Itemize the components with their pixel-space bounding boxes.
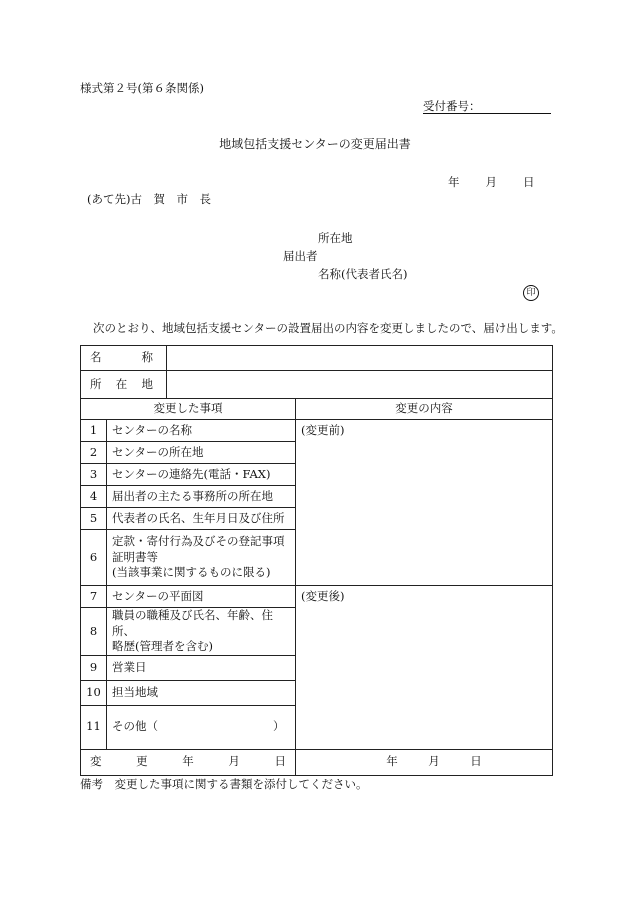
item-text: センターの所在地	[107, 442, 296, 464]
before-change-field[interactable]	[296, 420, 553, 586]
date-month: 月	[485, 175, 497, 189]
after-change-label: (変更後)	[301, 589, 345, 603]
date-day: 日	[523, 175, 535, 189]
receipt-number-label: 受付番号：	[423, 99, 481, 113]
facility-name-row	[81, 346, 553, 371]
item-number: 6	[81, 530, 107, 586]
after-change-field[interactable]	[296, 586, 553, 750]
change-date-field[interactable]: 年 月 日	[296, 749, 553, 775]
item-number: 3	[81, 464, 107, 486]
column-header-row	[81, 399, 553, 420]
intro-text: 次のとおり、地域包括支援センターの設置届出の内容を変更しましたので、届け出します。	[93, 321, 563, 335]
item-text: センターの連絡先(電話・FAX)	[107, 464, 296, 486]
item-number: 1	[81, 420, 107, 442]
item-number: 9	[81, 655, 107, 680]
col-header-items: 変更した事項	[81, 399, 296, 420]
receipt-number-line	[423, 113, 551, 114]
facility-name-field[interactable]	[167, 346, 553, 371]
item-number: 10	[81, 680, 107, 705]
item-text: その他（ ）	[107, 705, 296, 749]
filer-label: 届出者	[283, 249, 318, 263]
representative-name-label: 名称(代表者氏名)	[318, 267, 408, 281]
item-text: センターの名称	[107, 420, 296, 442]
remarks-note: 備考 変更した事項に関する書類を添付してください。	[80, 777, 368, 791]
facility-location-row	[81, 371, 553, 399]
seal-mark: 印	[523, 285, 539, 301]
item-text: センターの平面図	[107, 586, 296, 608]
facility-name-label: 名 称	[81, 346, 167, 371]
item-number: 2	[81, 442, 107, 464]
item-number: 11	[81, 705, 107, 749]
item-number: 8	[81, 608, 107, 656]
item-number: 7	[81, 586, 107, 608]
item-text: 営業日	[107, 655, 296, 680]
page-title: 地域包括支援センターの変更届出書	[219, 137, 411, 151]
item-text: 届出者の主たる事務所の所在地	[107, 486, 296, 508]
date-year: 年	[448, 175, 460, 189]
col-header-contents: 変更の内容	[296, 399, 553, 420]
change-date-row	[81, 749, 553, 775]
location-label: 所在地	[318, 231, 353, 245]
submission-date	[448, 177, 535, 189]
facility-location-field[interactable]	[167, 371, 553, 399]
form-number: 様式第２号(第６条関係)	[80, 81, 204, 95]
table-row	[81, 420, 553, 442]
table-row	[81, 586, 553, 608]
facility-location-label: 所 在 地	[81, 371, 167, 399]
item-text: 担当地域	[107, 680, 296, 705]
item-number: 5	[81, 508, 107, 530]
item-text: 定款・寄付行為及びその登記事項 証明書等 (当該事業に関するものに限る)	[107, 530, 296, 586]
before-change-label: (変更前)	[301, 423, 345, 437]
addressee: (あて先)古 賀 市 長	[87, 192, 211, 206]
item-text: 代表者の氏名、生年月日及び住所	[107, 508, 296, 530]
change-form-table	[80, 345, 553, 776]
item-text: 職員の職種及び氏名、年齢、住所、 略歴(管理者を含む)	[107, 608, 296, 656]
item-number: 4	[81, 486, 107, 508]
change-date-label: 変 更 年 月 日	[81, 749, 296, 775]
